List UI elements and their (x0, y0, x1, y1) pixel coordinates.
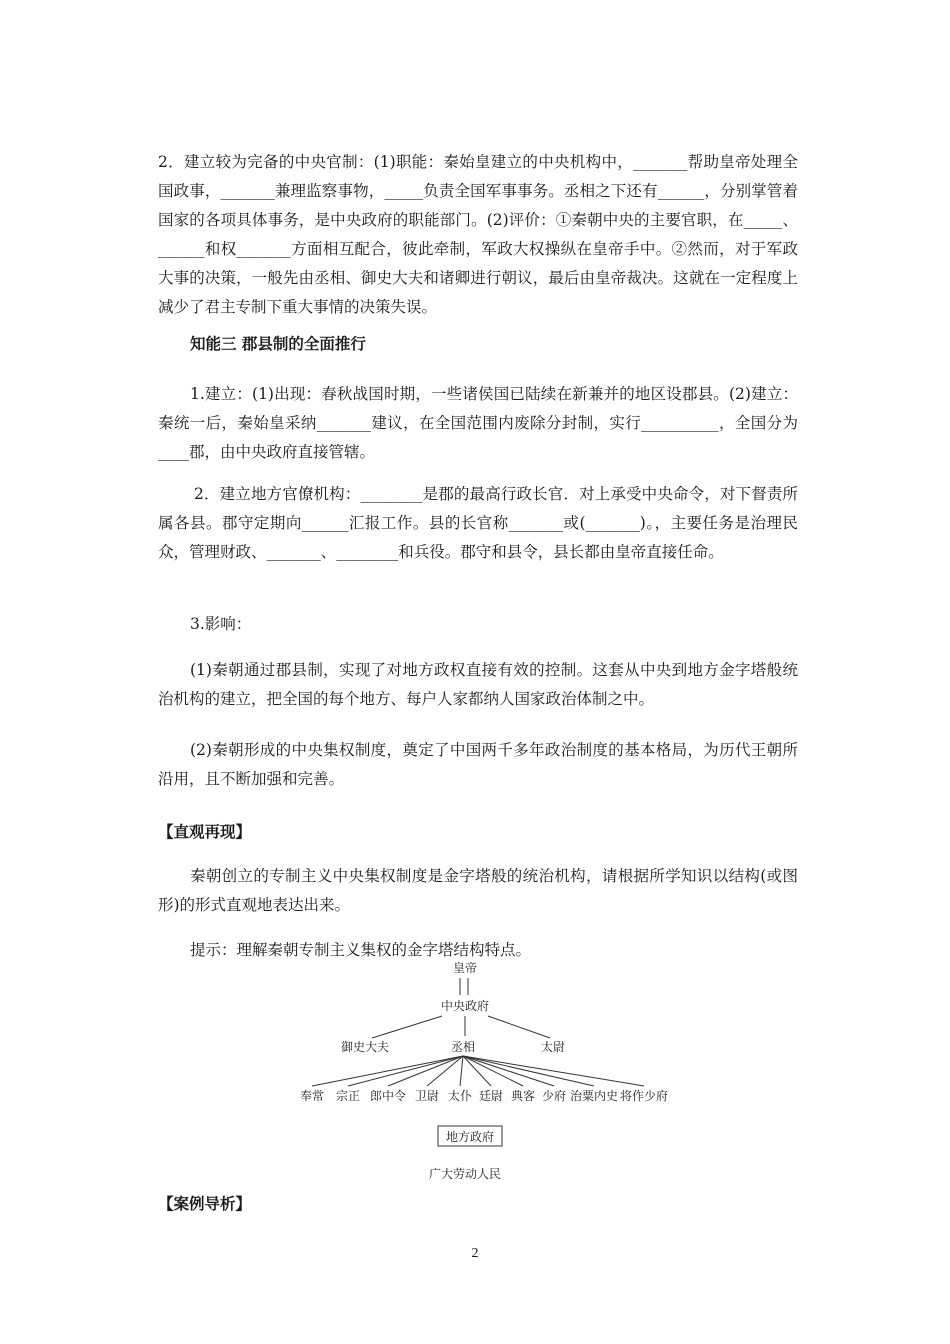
section-heading-visual: 【直观再现】 (158, 822, 252, 841)
minister-line (312, 1056, 463, 1086)
node-minister: 少府 (541, 1089, 567, 1103)
minister-line (463, 1056, 594, 1086)
node-local-gov: 地方政府 (445, 1130, 495, 1144)
node-minister: 郎中令 (369, 1089, 407, 1103)
node-chancellor: 丞相 (450, 1040, 476, 1054)
node-censor: 御史大夫 (340, 1040, 390, 1054)
pyramid-diagram (290, 958, 690, 1188)
node-emperor: 皇帝 (452, 961, 478, 975)
node-minister: 治粟内史 (569, 1089, 619, 1103)
page-number: 2 (471, 1246, 479, 1261)
paragraph-visual: 秦朝创立的专制主义中央集权制度是金字塔般的统治机构，请根据所学知识以结构(或图形)的形式直观地表达出来。 (158, 867, 798, 914)
section-heading-case: 【案例导析】 (158, 1194, 252, 1213)
node-people: 广大劳动人民 (428, 1167, 502, 1181)
paragraph-central-offices: 2．建立较为完备的中央官制：(1)职能：秦始皇建立的中央机构中，_______帮助皇帝处理全国政事，_______兼理监察事物，_____负责全国军事事务。丞相之下还有______，分别掌管着国家的各项具体事务，是中央政府的职能部门。(2)评价：①秦朝中央的主要官职，在_____、______和权_______方面相互配合，彼此牵制，军政大权操纵在皇帝手中。②然而，对于军政大事的决策，一般先由丞相、御史大夫和诸卿进行朝议，最后由皇帝裁决。这就在一定程度上减少了君主专制下重大事情的决策失误。 (158, 153, 798, 316)
paragraph-local-officials: 2．建立地方官僚机构：________是郡的最高行政长官．对上承受中央命令，对下督责所属各县。郡守定期向______汇报工作。县的长官称_______或(_______)。，主要任务是治理民众，管理财政、_______、________和兵役。郡守和县令，县长都由皇帝直接任命。 (158, 485, 798, 561)
node-minister: 廷尉 (478, 1089, 504, 1103)
node-minister: 将作少府 (619, 1089, 669, 1103)
paragraph-impact-1: (1)秦朝通过郡县制，实现了对地方政权直接有效的控制。这套从中央到地方金字塔般统治机构的建立，把全国的每个地方、每户人家都纳人国家政治体制之中。 (158, 661, 798, 708)
section-heading-commandery: 知能三 郡县制的全面推行 (190, 334, 366, 353)
node-minister: 卫尉 (414, 1089, 440, 1103)
impact-title: 3.影响： (190, 615, 252, 633)
node-minister: 太仆 (447, 1089, 473, 1103)
node-central-gov: 中央政府 (440, 999, 490, 1013)
minister-line (388, 1056, 463, 1086)
paragraph-establish: 1.建立：(1)出现：春秋战国时期，一些诸侯国已陆续在新兼并的地区设郡县。(2)建立：秦统一后，秦始皇采纳_______建议，在全国范围内废除分封制，实行__________，全国分为____郡，由中央政府直接管辖。 (158, 385, 798, 461)
node-minister: 宗正 (335, 1089, 361, 1103)
paragraph-impact-2: (2)秦朝形成的中央集权制度，奠定了中国两千多年政治制度的基本格局，为历代王朝所沿用，且不断加强和完善。 (158, 741, 798, 788)
node-commandant: 太尉 (540, 1040, 566, 1054)
minister-line (463, 1056, 644, 1086)
minister-line (460, 1056, 463, 1086)
node-minister: 典客 (510, 1089, 536, 1103)
hint-text: 提示：理解秦朝专制主义集权的金字塔结构特点。 (190, 941, 532, 959)
node-minister: 奉常 (299, 1089, 325, 1103)
